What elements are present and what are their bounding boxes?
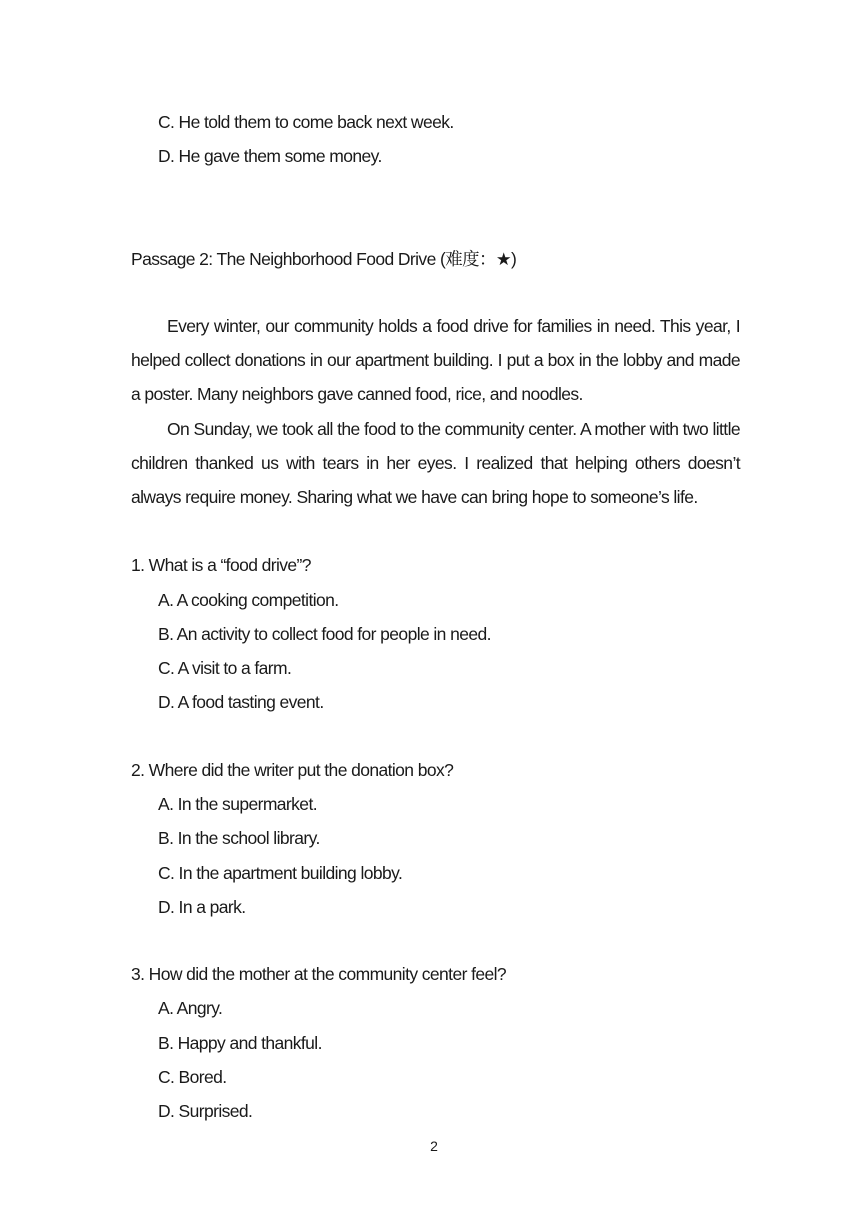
option-c: C. He told them to come back next week. [158, 112, 454, 132]
question-1: 1. What is a “food drive”? [131, 555, 311, 575]
question-3: 3. How did the mother at the community center feel? [131, 964, 507, 984]
question-2-option-d: D. In a park. [158, 897, 246, 917]
passage-paragraph: Every winter, our community holds a food drive for families in need. This year, I helped collect donations in our apartment building. I put a box in the lobby and made a poster. Many neighbors gave canned food, rice, and noodles. [131, 316, 740, 405]
question-2: 2. Where did the writer put the donation box? [131, 760, 454, 780]
question-3-option-d: D. Surprised. [158, 1101, 253, 1121]
question-2-option-b: B. In the school library. [158, 828, 320, 848]
question-1-option-a: A. A cooking competition. [158, 590, 339, 610]
question-3-option-a: A. Angry. [158, 998, 223, 1018]
question-2-option-c: C. In the apartment building lobby. [158, 863, 403, 883]
page-number: 2 [430, 1138, 438, 1154]
passage-paragraph: On Sunday, we took all the food to the community center. A mother with two little children thanked us with tears in her eyes. I realized that helping others doesn’t always require money. Sharing what we have can bring hope to someone’s life. [131, 419, 740, 508]
passage-title: Passage 2: The Neighborhood Food Drive (难度：★) [131, 249, 517, 269]
question-1-option-b: B. An activity to collect food for people in need. [158, 624, 491, 644]
option-d: D. He gave them some money. [158, 146, 382, 166]
question-1-option-d: D. A food tasting event. [158, 692, 324, 712]
question-1-option-c: C. A visit to a farm. [158, 658, 292, 678]
question-2-option-a: A. In the supermarket. [158, 794, 317, 814]
question-3-option-b: B. Happy and thankful. [158, 1033, 322, 1053]
question-3-option-c: C. Bored. [158, 1067, 227, 1087]
